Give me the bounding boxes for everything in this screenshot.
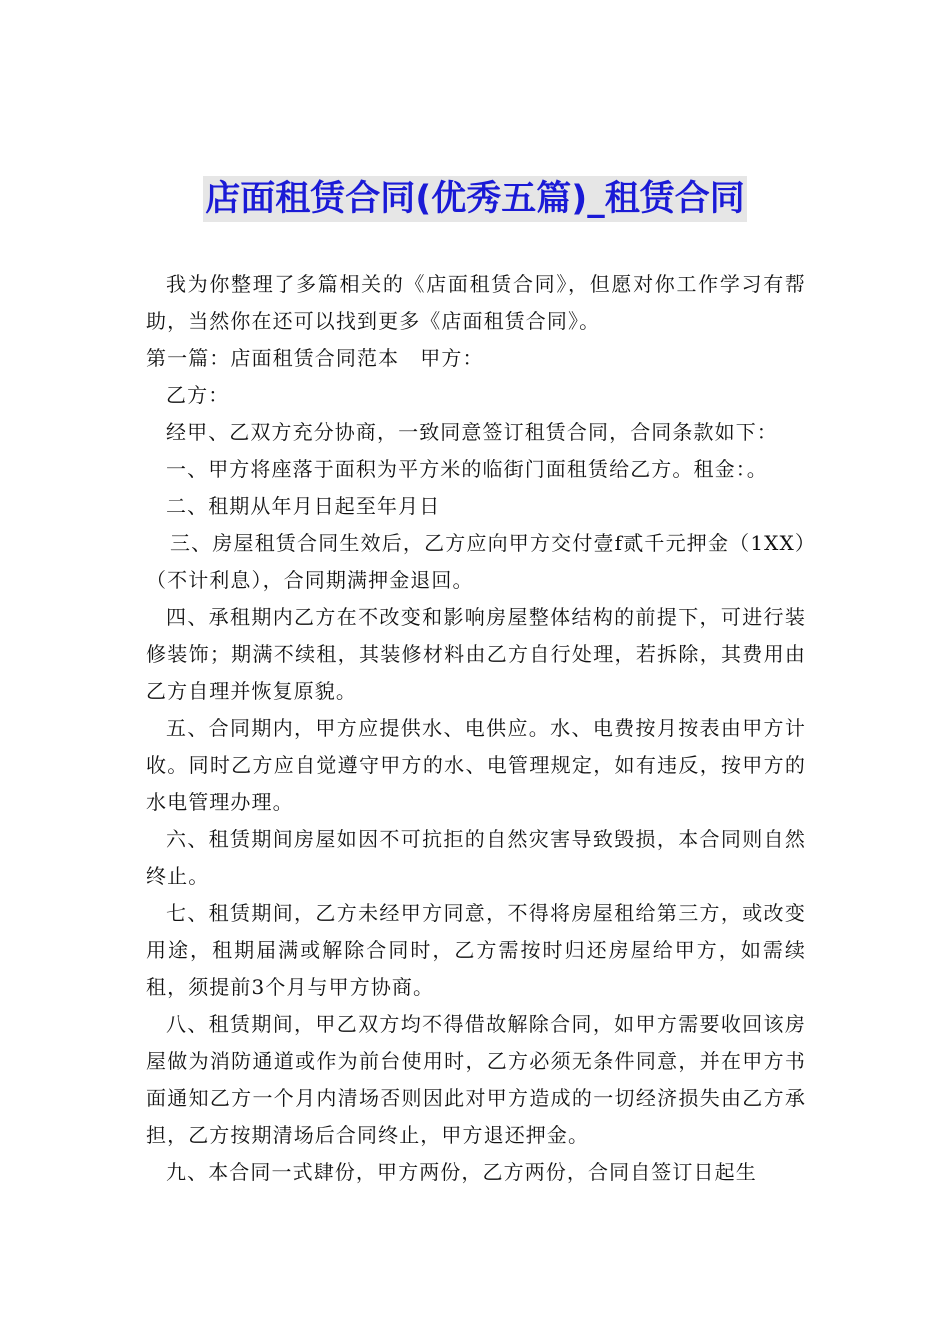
document-body — [146, 266, 806, 1191]
document-title: 店面租赁合同(优秀五篇)_租赁合同 — [203, 176, 747, 222]
clause-paragraph: 三、房屋租赁合同生效后，乙方应向甲方交付壹f贰千元押金（1XX）（不计利息），合同期满押金退回。 — [146, 531, 806, 592]
clause-paragraph: 一、甲方将座落于面积为平方米的临街门面租赁给乙方。租金：。 — [166, 457, 768, 481]
clause-paragraph: 二、租期从年月日起至年月日 — [166, 494, 441, 518]
clause-paragraph: 八、租赁期间，甲乙双方均不得借故解除合同，如甲方需要收回该房屋做为消防通道或作为前台使用时，乙方必须无条件同意，并在甲方书面通知乙方一个月内清场否则因此对甲方造成的一切经济损失由乙方承担，乙方按期清场后合同终止，甲方退还押金。 — [146, 1012, 806, 1147]
clause-paragraph: 五、合同期内，甲方应提供水、电供应。水、电费按月按表由甲方计收。同时乙方应自觉遵守甲方的水、电管理规定，如有违反，按甲方的水电管理办理。 — [146, 716, 806, 814]
clause-paragraph: 四、承租期内乙方在不改变和影响房屋整体结构的前提下，可进行装修装饰；期满不续租，其装修材料由乙方自行处理，若拆除，其费用由乙方自理并恢复原貌。 — [146, 605, 806, 703]
title-block — [0, 176, 950, 222]
party-b-line: 乙方： — [166, 383, 230, 407]
section-heading: 第一篇：店面租赁合同范本 甲方： — [146, 346, 484, 370]
preamble-paragraph: 经甲、乙双方充分协商，一致同意签订租赁合同，合同条款如下： — [166, 420, 778, 444]
clause-paragraph: 七、租赁期间，乙方未经甲方同意，不得将房屋租给第三方，或改变用途，租期届满或解除合同时，乙方需按时归还房屋给甲方，如需续租，须提前3个月与甲方协商。 — [146, 901, 806, 999]
clause-paragraph: 六、租赁期间房屋如因不可抗拒的自然灾害导致毁损，本合同则自然终止。 — [146, 827, 806, 888]
intro-paragraph: 我为你整理了多篇相关的《店面租赁合同》，但愿对你工作学习有帮助，当然你在还可以找到更多《店面租赁合同》。 — [146, 272, 806, 333]
clause-paragraph: 九、本合同一式肆份，甲方两份，乙方两份，合同自签订日起生 — [166, 1160, 757, 1184]
